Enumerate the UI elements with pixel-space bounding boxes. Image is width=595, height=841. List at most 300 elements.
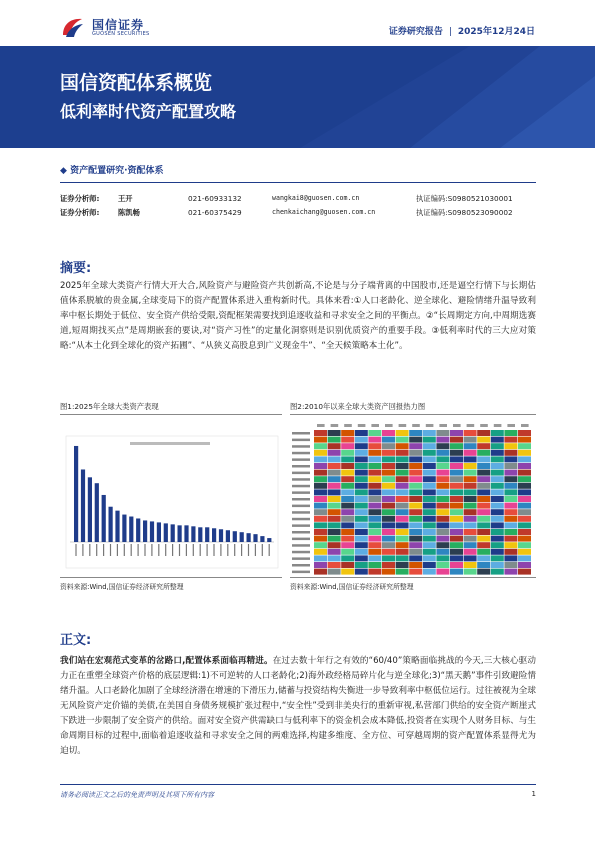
figure1-source: 资料来源:Wind,国信证券经济研究所整理 [60, 583, 184, 591]
heatmap-header-placeholder [494, 424, 502, 427]
heatmap-cell [409, 555, 422, 561]
figure2-bottom-rule [290, 577, 536, 578]
heatmap-cell [450, 489, 463, 495]
figure1-bar [164, 523, 168, 542]
heatmap-cell [355, 463, 368, 469]
heatmap-cell [464, 437, 477, 443]
heatmap-row-label-placeholder [292, 557, 310, 560]
heatmap-cell [504, 443, 517, 449]
heatmap-cell [314, 503, 327, 509]
heatmap-cell [368, 503, 381, 509]
heatmap-cell [328, 555, 341, 561]
heatmap-cell [464, 522, 477, 528]
heatmap-header-placeholder [426, 424, 434, 427]
heatmap-cell [504, 549, 517, 555]
heatmap-cell [450, 536, 463, 542]
figure1-bar [226, 530, 230, 542]
heatmap-cell [436, 483, 449, 489]
heatmap-cell [504, 476, 517, 482]
heatmap-cell [450, 509, 463, 515]
heatmap-cell [328, 437, 341, 443]
section-divider [60, 182, 536, 183]
heatmap-cell [477, 483, 490, 489]
heatmap-cell [396, 456, 409, 462]
heatmap-cell [477, 522, 490, 528]
heatmap-cell [423, 456, 436, 462]
figure1-bar [129, 517, 133, 542]
heatmap-row-label-placeholder [292, 564, 310, 567]
heatmap-cell [396, 509, 409, 515]
heatmap-cell [382, 470, 395, 476]
heatmap-cell [328, 456, 341, 462]
figure1-bar [191, 526, 195, 542]
heatmap-cell [450, 463, 463, 469]
heatmap-cell [518, 489, 531, 495]
figure1-bar [74, 446, 78, 542]
heatmap-cell [504, 456, 517, 462]
heatmap-cell [464, 456, 477, 462]
heatmap-cell [464, 489, 477, 495]
heatmap-cell [450, 476, 463, 482]
heatmap-cell [450, 569, 463, 575]
heatmap-cell [423, 476, 436, 482]
heatmap-cell [436, 509, 449, 515]
heatmap-cell [423, 489, 436, 495]
heatmap-cell [355, 470, 368, 476]
heatmap-cell [423, 450, 436, 456]
heatmap-cell [504, 516, 517, 522]
heatmap-cell [314, 562, 327, 568]
heatmap-cell [396, 437, 409, 443]
heatmap-cell [355, 503, 368, 509]
heatmap-cell [477, 450, 490, 456]
heatmap-cell [504, 489, 517, 495]
analyst-cert-code: 执证编码:S0980523090002 [416, 208, 513, 217]
heatmap-cell [396, 450, 409, 456]
heatmap-cell [464, 463, 477, 469]
heatmap-cell [368, 562, 381, 568]
heatmap-cell [423, 443, 436, 449]
heatmap-cell [518, 456, 531, 462]
heatmap-cell [491, 437, 504, 443]
heatmap-cell [341, 463, 354, 469]
heatmap-cell [491, 509, 504, 515]
heatmap-cell [382, 516, 395, 522]
heatmap-cell [436, 569, 449, 575]
heatmap-cell [464, 450, 477, 456]
heatmap-cell [464, 536, 477, 542]
abstract-paragraph: 2025年全球大类资产行情大开大合,风险资产与避险资产共创新高,不论是与分子端背离的中国股市,还是逼空行情下与长期估值体系脱敏的贵金属,全球变局下的资产配置体系进入重构新时代。具体来看:①人口老龄化、逆全球化、避险情绪升温导致利率中枢长期处于低位、安全资产供给受限,资配框架需要找到追逐收益和寻求安全之间的平衡点。②“长周期定方向,中周期选赛道,短周期找买点”是周期嵌套的要诀,对“资产习性”的定量化洞察则是识别优质资产的重要手段。③低利率时代的三大应对策略:“从本土化到全球化的资产拓圃”、“从狭义高股息到广义现金牛”、“全天候策略本土化”。 [60, 281, 536, 351]
heatmap-cell [355, 555, 368, 561]
body-heading: 正文: [60, 633, 92, 648]
heatmap-cell [491, 555, 504, 561]
heatmap-cell [477, 555, 490, 561]
heatmap-cell [450, 529, 463, 535]
heatmap-cell [382, 496, 395, 502]
heatmap-header-placeholder [344, 424, 352, 427]
heatmap-cell [436, 562, 449, 568]
analyst-name: 陈凯畅 [118, 208, 140, 217]
heatmap-cell [477, 489, 490, 495]
heatmap-cell [314, 529, 327, 535]
heatmap-cell [341, 489, 354, 495]
heatmap-cell [328, 522, 341, 528]
heatmap-cell [368, 542, 381, 548]
heatmap-cell [504, 463, 517, 469]
heatmap-header-placeholder [331, 424, 339, 427]
heatmap-cell [504, 450, 517, 456]
heatmap-cell [355, 496, 368, 502]
heatmap-cell [368, 529, 381, 535]
heatmap-cell [436, 542, 449, 548]
figure1-bar [95, 483, 99, 542]
heatmap-cell [382, 522, 395, 528]
heatmap-cell [518, 569, 531, 575]
heatmap-cell [368, 470, 381, 476]
heatmap-cell [368, 516, 381, 522]
figure1-bar [122, 515, 126, 542]
heatmap-cell [355, 483, 368, 489]
heatmap-cell [341, 562, 354, 568]
heatmap-cell [382, 549, 395, 555]
heatmap-cell [423, 516, 436, 522]
figure1-bar [205, 527, 209, 542]
heatmap-cell [491, 503, 504, 509]
heatmap-cell [409, 489, 422, 495]
heatmap-cell [341, 509, 354, 515]
heatmap-header-placeholder [507, 424, 515, 427]
header-report-meta [389, 24, 535, 37]
heatmap-cell [409, 483, 422, 489]
heatmap-cell [423, 549, 436, 555]
heatmap-cell [477, 549, 490, 555]
heatmap-cell [368, 476, 381, 482]
heatmap-cell [491, 536, 504, 542]
heatmap-cell [436, 503, 449, 509]
heatmap-cell [368, 555, 381, 561]
heatmap-cell [464, 569, 477, 575]
heatmap-cell [314, 542, 327, 548]
heatmap-cell [504, 542, 517, 548]
report-date: 2025年12月24日 [457, 27, 535, 37]
heatmap-cell [328, 463, 341, 469]
figure1-bar [247, 533, 251, 542]
heatmap-cell [382, 509, 395, 515]
heatmap-cell [518, 542, 531, 548]
heatmap-cell [396, 476, 409, 482]
figure1-bar [233, 531, 237, 542]
heatmap-cell [423, 569, 436, 575]
heatmap-cell [423, 529, 436, 535]
heatmap-cell [328, 483, 341, 489]
heatmap-header-placeholder [521, 424, 529, 427]
heatmap-cell [409, 509, 422, 515]
heatmap-cell [396, 489, 409, 495]
figure1-bar [88, 477, 92, 542]
heatmap-cell [518, 549, 531, 555]
heatmap-cell [368, 463, 381, 469]
heatmap-cell [504, 470, 517, 476]
heatmap-header-placeholder [480, 424, 488, 427]
heatmap-cell [450, 496, 463, 502]
heatmap-cell [464, 503, 477, 509]
heatmap-cell [491, 562, 504, 568]
heatmap-cell [409, 549, 422, 555]
heatmap-cell [504, 529, 517, 535]
heatmap-row-label-placeholder [292, 452, 310, 455]
heatmap-cell [341, 430, 354, 436]
heatmap-cell [423, 536, 436, 542]
heatmap-cell [396, 443, 409, 449]
heatmap-cell [368, 483, 381, 489]
heatmap-cell [396, 529, 409, 535]
heatmap-cell [491, 542, 504, 548]
heatmap-cell [436, 555, 449, 561]
heatmap-cell [368, 522, 381, 528]
heatmap-cell [477, 503, 490, 509]
figure1-bar [219, 529, 223, 542]
figure1-bar [253, 534, 257, 542]
heatmap-cell [491, 496, 504, 502]
heatmap-cell [504, 522, 517, 528]
heatmap-cell [355, 569, 368, 575]
heatmap-cell [491, 483, 504, 489]
heatmap-cell [450, 555, 463, 561]
abstract-heading: 摘要: [60, 261, 92, 276]
heatmap-cell [382, 430, 395, 436]
heatmap-cell [341, 443, 354, 449]
heatmap-cell [328, 476, 341, 482]
heatmap-cell [477, 496, 490, 502]
heatmap-cell [355, 522, 368, 528]
heatmap-cell [504, 536, 517, 542]
analyst-phone: 021-60375429 [188, 208, 242, 217]
heatmap-cell [491, 430, 504, 436]
heatmap-cell [518, 536, 531, 542]
heatmap-cell [450, 483, 463, 489]
heatmap-cell [409, 503, 422, 509]
heatmap-cell [368, 489, 381, 495]
heatmap-cell [518, 430, 531, 436]
heatmap-cell [328, 503, 341, 509]
heatmap-cell [464, 470, 477, 476]
heatmap-cell [355, 430, 368, 436]
heatmap-cell [355, 542, 368, 548]
analyst-role: 证券分析师: [60, 208, 100, 217]
heatmap-cell [436, 516, 449, 522]
figure1-bar [184, 525, 188, 542]
heatmap-cell [464, 549, 477, 555]
heatmap-cell [409, 437, 422, 443]
heatmap-cell [423, 555, 436, 561]
heatmap-cell [423, 430, 436, 436]
heatmap-cell [477, 437, 490, 443]
figure2-heatmap-image [290, 422, 536, 582]
heatmap-cell [477, 476, 490, 482]
body-lead-sentence: 我们站在宏观范式变革的岔路口,配置体系面临再精进。 [60, 656, 273, 666]
analyst-row [60, 208, 536, 220]
heatmap-cell [450, 443, 463, 449]
heatmap-cell [396, 483, 409, 489]
heatmap-cell [436, 489, 449, 495]
heatmap-cell [464, 496, 477, 502]
heatmap-cell [518, 562, 531, 568]
heatmap-cell [382, 443, 395, 449]
heatmap-cell [491, 569, 504, 575]
figure1-bar [260, 536, 264, 542]
heatmap-row-label-placeholder [292, 544, 310, 547]
heatmap-cell [382, 450, 395, 456]
report-subtitle: 低利率时代资产配置攻略 [60, 102, 237, 121]
heatmap-cell [491, 443, 504, 449]
heatmap-row-label-placeholder [292, 458, 310, 461]
heatmap-row-label-placeholder [292, 445, 310, 448]
heatmap-cell [314, 470, 327, 476]
heatmap-cell [341, 522, 354, 528]
figure1-bar [240, 532, 244, 542]
heatmap-cell [341, 503, 354, 509]
heatmap-cell [450, 450, 463, 456]
heatmap-cell [504, 496, 517, 502]
heatmap-cell [504, 437, 517, 443]
heatmap-cell [409, 529, 422, 535]
figure1-bar [115, 511, 119, 542]
logo-wordmark: 国信证券 [92, 18, 145, 32]
heatmap-cell [314, 463, 327, 469]
heatmap-cell [382, 569, 395, 575]
heatmap-cell [314, 555, 327, 561]
heatmap-cell [396, 503, 409, 509]
heatmap-row-label-placeholder [292, 518, 310, 521]
heatmap-header-placeholder [358, 424, 366, 427]
heatmap-cell [396, 562, 409, 568]
heatmap-cell [436, 549, 449, 555]
heatmap-cell [518, 483, 531, 489]
heatmap-cell [504, 555, 517, 561]
heatmap-cell [518, 516, 531, 522]
heatmap-cell [504, 569, 517, 575]
heatmap-cell [368, 569, 381, 575]
heatmap-cell [436, 450, 449, 456]
heatmap-header-placeholder [412, 424, 420, 427]
heatmap-cell [355, 536, 368, 542]
heatmap-cell [409, 456, 422, 462]
heatmap-cell [504, 503, 517, 509]
heatmap-cell [450, 522, 463, 528]
heatmap-cell [355, 450, 368, 456]
heatmap-cell [518, 437, 531, 443]
heatmap-cell [355, 476, 368, 482]
heatmap-cell [328, 549, 341, 555]
heatmap-cell [491, 549, 504, 555]
heatmap-cell [436, 496, 449, 502]
figure1-bar [157, 522, 161, 542]
heatmap-cell [436, 430, 449, 436]
heatmap-cell [314, 549, 327, 555]
heatmap-cell [491, 463, 504, 469]
heatmap-cell [314, 476, 327, 482]
heatmap-cell [341, 555, 354, 561]
diamond-bullet-icon: ◆ [60, 166, 67, 176]
heatmap-cell [409, 542, 422, 548]
heatmap-cell [450, 516, 463, 522]
logo-english-name: GUOSEN SECURITIES [92, 31, 150, 37]
heatmap-cell [477, 443, 490, 449]
analyst-email[interactable]: chenkaichang@guosen.com.cn [272, 208, 376, 216]
heatmap-cell [328, 569, 341, 575]
heatmap-cell [328, 489, 341, 495]
guosen-logo-icon [60, 15, 86, 41]
heatmap-cell [423, 562, 436, 568]
banner-background-pattern [0, 46, 595, 148]
report-title: 国信资配体系概览 [60, 72, 213, 94]
heatmap-cell [396, 516, 409, 522]
analyst-role: 证券分析师: [60, 194, 100, 203]
heatmap-row-label-placeholder [292, 432, 310, 435]
heatmap-cell [504, 483, 517, 489]
heatmap-cell [518, 450, 531, 456]
heatmap-cell [477, 509, 490, 515]
analyst-row [60, 194, 536, 206]
heatmap-cell [396, 536, 409, 542]
heatmap-cell [491, 489, 504, 495]
heatmap-cell [314, 483, 327, 489]
heatmap-cell [396, 542, 409, 548]
heatmap-row-label-placeholder [292, 524, 310, 527]
heatmap-cell [436, 529, 449, 535]
heatmap-cell [464, 529, 477, 535]
heatmap-cell [341, 542, 354, 548]
heatmap-cell [341, 483, 354, 489]
heatmap-cell [355, 509, 368, 515]
heatmap-cell [450, 437, 463, 443]
heatmap-cell [355, 489, 368, 495]
analyst-email[interactable]: wangkai8@guosen.com.cn [272, 194, 360, 202]
heatmap-cell [464, 555, 477, 561]
figure1-bar [267, 538, 271, 542]
heatmap-header-placeholder [453, 424, 461, 427]
heatmap-cell [450, 470, 463, 476]
heatmap-cell [409, 522, 422, 528]
heatmap-cell [368, 430, 381, 436]
heatmap-cell [341, 569, 354, 575]
heatmap-cell [314, 496, 327, 502]
heatmap-cell [423, 437, 436, 443]
heatmap-cell [328, 542, 341, 548]
heatmap-cell [328, 516, 341, 522]
heatmap-cell [477, 456, 490, 462]
figure1-bar [81, 469, 85, 542]
heatmap-cell [341, 549, 354, 555]
figure1-rule [60, 414, 282, 415]
heatmap-cell [477, 542, 490, 548]
heatmap-cell [409, 569, 422, 575]
heatmap-cell [464, 509, 477, 515]
figure1-bar-chart-image [60, 422, 282, 582]
heatmap-header-placeholder [385, 424, 393, 427]
heatmap-cell [491, 470, 504, 476]
heatmap-cell [396, 463, 409, 469]
heatmap-cell [409, 470, 422, 476]
heatmap-cell [409, 536, 422, 542]
heatmap-header-placeholder [371, 424, 379, 427]
title-banner [0, 46, 595, 148]
heatmap-cell [382, 456, 395, 462]
heatmap-cell [464, 430, 477, 436]
heatmap-row-label-placeholder [292, 439, 310, 442]
heatmap-cell [477, 536, 490, 542]
figure2-rule [290, 414, 536, 415]
